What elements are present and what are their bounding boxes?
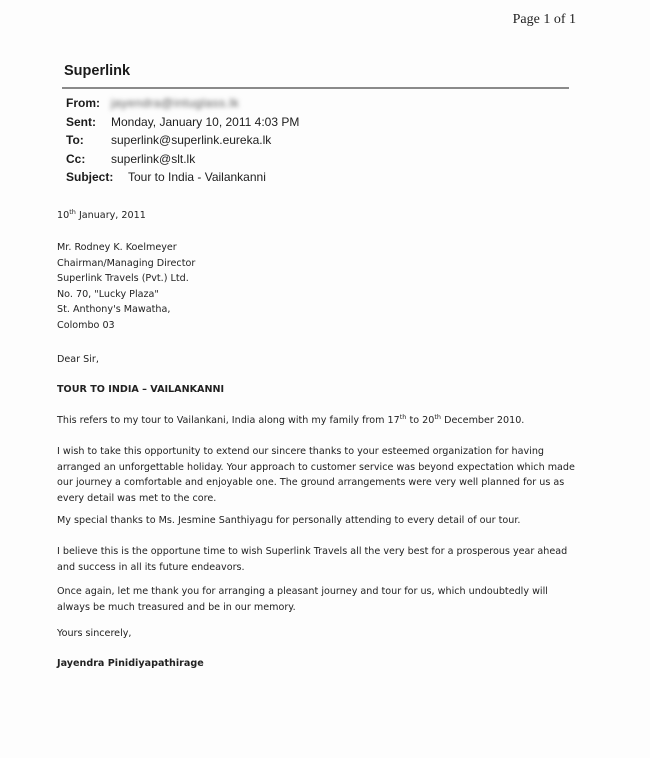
subject-row	[66, 168, 299, 187]
cc-label: Cc:	[66, 151, 86, 166]
recipient-address	[57, 240, 580, 333]
page-number: Page 1 of 1	[512, 12, 576, 27]
recipient-line: No. 70, "Lucky Plaza"	[57, 288, 159, 300]
sent-label: Sent:	[66, 114, 96, 129]
paragraph-wishes: I believe this is the opportune time to wish Superlink Travels all the very best for a prosperous year ahead and success in all its future endeavors.	[57, 546, 568, 573]
email-brand-title: Superlink	[64, 63, 131, 79]
recipient-line: Chairman/Managing Director	[57, 257, 196, 269]
email-header-fields	[66, 94, 299, 187]
from-row	[66, 94, 299, 113]
salutation: Dear Sir,	[57, 354, 99, 365]
recipient-line: Superlink Travels (Pvt.) Ltd.	[57, 273, 189, 284]
para1-text-b: to 20	[406, 415, 435, 426]
from-value-redacted: jayendra@intuglass.lk	[111, 96, 240, 111]
para1-text-a: This refers to my tour to Vailankani, India along with my family from 17	[57, 415, 400, 426]
header-divider	[62, 87, 569, 89]
recipient-line: St. Anthony's Mawatha,	[57, 304, 171, 315]
to-label: To:	[66, 133, 84, 148]
letter-date	[57, 208, 580, 224]
paragraph-thanks: I wish to take this opportunity to extend our sincere thanks to your esteemed organization for having arranged an unforgettable holiday. Your approach to customer service was beyond expectation which made our journey a comfortable and enjoyable one. The ground arrangements were very well planned for us as every detail was met to the core.	[57, 446, 575, 504]
subject-label: Subject:	[66, 170, 114, 185]
para1-sup-1: th	[399, 412, 407, 421]
para1-text-c: December 2010.	[441, 415, 525, 426]
date-suffix: th	[69, 207, 76, 216]
cc-value: superlink@slt.lk	[111, 151, 196, 166]
letter-subject-heading: TOUR TO INDIA – VAILANKANNI	[57, 384, 225, 395]
date-day: 10	[57, 210, 70, 221]
subject-value: Tour to India - Vailankanni	[128, 170, 266, 185]
recipient-line: Mr. Rodney K. Koelmeyer	[57, 242, 177, 253]
signature-name: Jayendra Pinidiyapathirage	[57, 658, 204, 669]
date-rest: January, 2011	[75, 210, 146, 221]
paragraph-special-thanks: My special thanks to Ms. Jesmine Santhiyagu for personally attending to every detail of our tour.	[57, 515, 521, 526]
para1-sup-2: th	[434, 412, 442, 421]
closing: Yours sincerely,	[57, 628, 132, 639]
to-row	[66, 131, 299, 150]
from-label: From:	[66, 96, 100, 111]
sent-row	[66, 113, 299, 132]
sent-value: Monday, January 10, 2011 4:03 PM	[111, 114, 300, 129]
to-value: superlink@superlink.eureka.lk	[111, 133, 272, 148]
paragraph-tour-reference	[57, 413, 580, 429]
paragraph-closing-thanks: Once again, let me thank you for arranging a pleasant journey and tour for us, which undoubtedly will always be much treasured and be in our memory.	[57, 586, 548, 613]
recipient-line: Colombo 03	[57, 319, 115, 331]
cc-row	[66, 150, 299, 169]
